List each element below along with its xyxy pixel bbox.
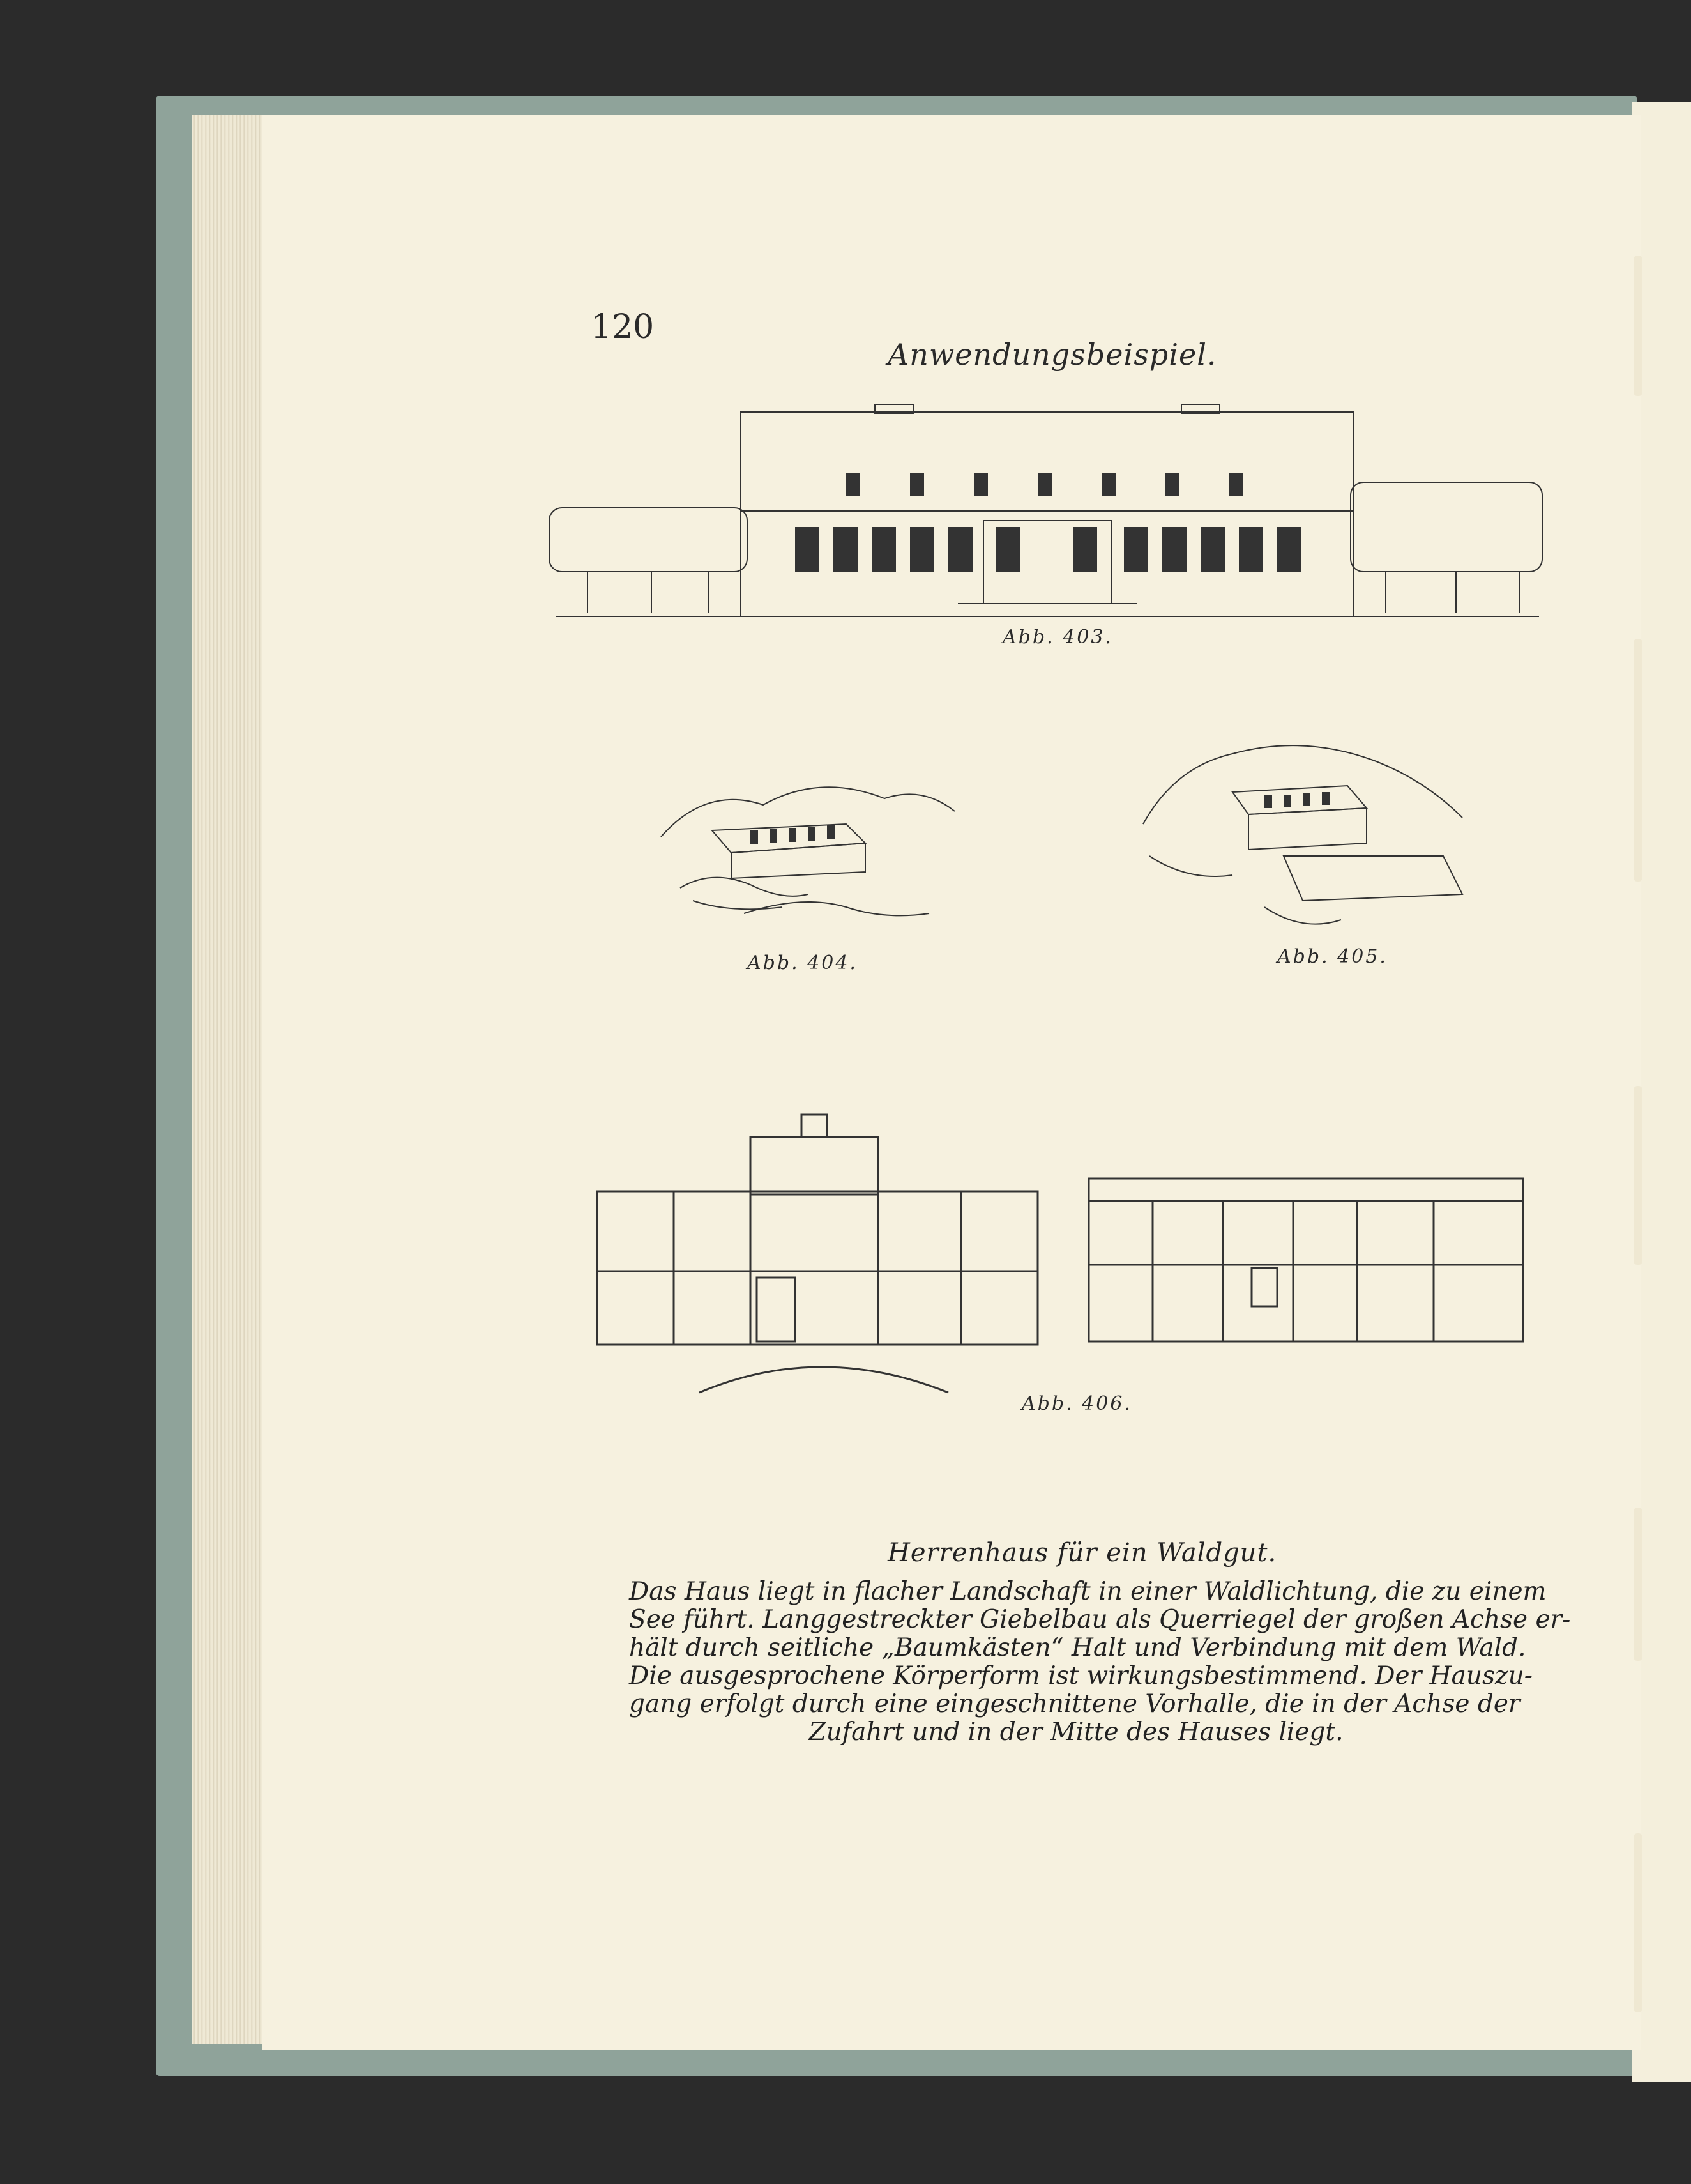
figure-404-caption: Abb. 404. <box>747 952 858 974</box>
binding-thread <box>1634 1833 1642 2012</box>
floor-plan-icon <box>591 1111 1529 1399</box>
page-number: 120 <box>591 308 655 346</box>
running-head: Anwendungsbeispiel. <box>888 337 1217 372</box>
binding-thread <box>1634 256 1642 396</box>
binding-thread <box>1634 1086 1642 1265</box>
body-line: gang erfolgt durch eine eingeschnittene Vorhalle, die in der Achse der <box>629 1690 1520 1718</box>
figure-405-sketch <box>1137 728 1469 939</box>
figure-405-caption: Abb. 405. <box>1277 945 1388 968</box>
body-line: See führt. Langgestreckter Giebelbau als Querriegel der großen Achse er- <box>629 1605 1571 1634</box>
figure-406-caption: Abb. 406. <box>1022 1393 1132 1415</box>
figure-404-sketch <box>655 747 961 926</box>
figure-403-caption: Abb. 403. <box>1003 626 1113 648</box>
body-line: Die ausgesprochene Körperform ist wirkungsbestimmend. Der Hauszu- <box>629 1661 1533 1690</box>
binding-thread <box>1634 1508 1642 1661</box>
body-line: hält durch seitliche „Baumkästen“ Halt und Verbindung mit dem Wald. <box>629 1633 1526 1662</box>
article-body <box>629 1577 1571 1746</box>
body-line: Zufahrt und in der Mitte des Hauses liegt. <box>808 1718 1344 1746</box>
elevation-drawing-icon <box>549 399 1545 623</box>
binding-thread <box>1634 639 1642 882</box>
figure-403-elevation <box>549 399 1545 623</box>
figure-406-plans <box>591 1111 1529 1399</box>
article-title: Herrenhaus für ein Waldgut. <box>888 1538 1277 1568</box>
perspective-sketch-icon <box>1137 728 1469 939</box>
body-line: Das Haus liegt in flacher Landschaft in einer Waldlichtung, die zu einem <box>629 1577 1547 1606</box>
perspective-sketch-icon <box>655 747 961 926</box>
